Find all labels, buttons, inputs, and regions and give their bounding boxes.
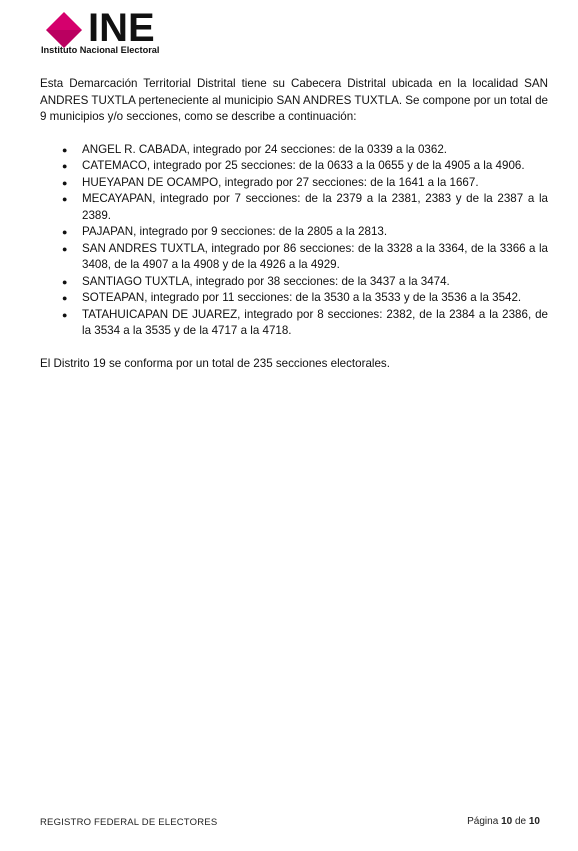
list-item-text: SOTEAPAN, integrado por 11 secciones: de la 3530 a la 3533 y de la 3536 a la 3542. (82, 291, 522, 304)
page-total: 10 (528, 816, 540, 827)
list-item (40, 274, 548, 291)
list-item-text: TATAHUICAPAN DE JUAREZ, integrado por 8 secciones: 2382, de la 2384 a la 2386, de la 3534 a la 3535 y de la 4717 a la 4718. (82, 307, 548, 337)
bullet-icon: ● (62, 227, 68, 237)
ine-logo (40, 6, 180, 58)
bullet-icon: ● (62, 161, 68, 171)
list-item (40, 175, 548, 192)
page-number (467, 816, 540, 827)
list-item-text: ANGEL R. CABADA, integrado por 24 secciones: de la 0339 a la 0362. (82, 142, 447, 156)
logo-wordmark: INE (88, 6, 155, 50)
list-item (40, 290, 548, 307)
list-item-text: CATEMACO, integrado por 25 secciones: de la 0633 a la 0655 y de la 4905 a la 4906. (82, 159, 525, 172)
bullet-icon: ● (62, 144, 68, 155)
bullet-icon: ● (62, 276, 68, 287)
list-item (40, 241, 548, 274)
document-body (40, 76, 548, 372)
list-item (40, 158, 548, 175)
bullet-icon: ● (62, 293, 68, 303)
municipios-list (40, 142, 548, 340)
list-item-text: SAN ANDRES TUXTLA, integrado por 86 secciones: de la 3328 a la 3364, de la 3366 a la 3408, de la 4907 a la 4908 y de la 4926 a la 4929. (82, 241, 548, 271)
logo-subtitle: Instituto Nacional Electoral (41, 45, 160, 55)
list-item-text: MECAYAPAN, integrado por 7 secciones: de la 2379 a la 2381, 2383 y de la 2387 a la 2389. (82, 192, 548, 222)
bullet-icon: ● (62, 309, 68, 320)
page-current: 10 (501, 816, 513, 827)
list-item (40, 191, 548, 224)
bullet-icon: ● (62, 177, 68, 188)
list-item-text: PAJAPAN, integrado por 9 secciones: de la 2805 a la 2813. (82, 225, 388, 238)
bullet-icon: ● (62, 243, 68, 254)
list-item (40, 224, 548, 241)
page-of: de (514, 816, 527, 827)
total-paragraph: El Distrito 19 se conforma por un total de 235 secciones electorales. (40, 356, 390, 370)
intro-paragraph: Esta Demarcación Territorial Distrital tiene su Cabecera Distrital ubicada en la localidad SAN ANDRES TUXTLA perteneciente al municipio SAN ANDRES TUXTLA. Se compone por un total de 9 municipios y/o secciones, como se describe a continuación: (40, 77, 548, 123)
list-item-text: SANTIAGO TUXTLA, integrado por 38 secciones: de la 3437 a la 3474. (82, 274, 450, 288)
page-word: Página (467, 816, 499, 827)
footer-registry-label: REGISTRO FEDERAL DE ELECTORES (40, 817, 218, 828)
list-item-text: HUEYAPAN DE OCAMPO, integrado por 27 secciones: de la 1641 a la 1667. (82, 175, 479, 189)
bullet-icon: ● (62, 194, 68, 204)
list-item (40, 142, 548, 159)
list-item (40, 307, 548, 340)
